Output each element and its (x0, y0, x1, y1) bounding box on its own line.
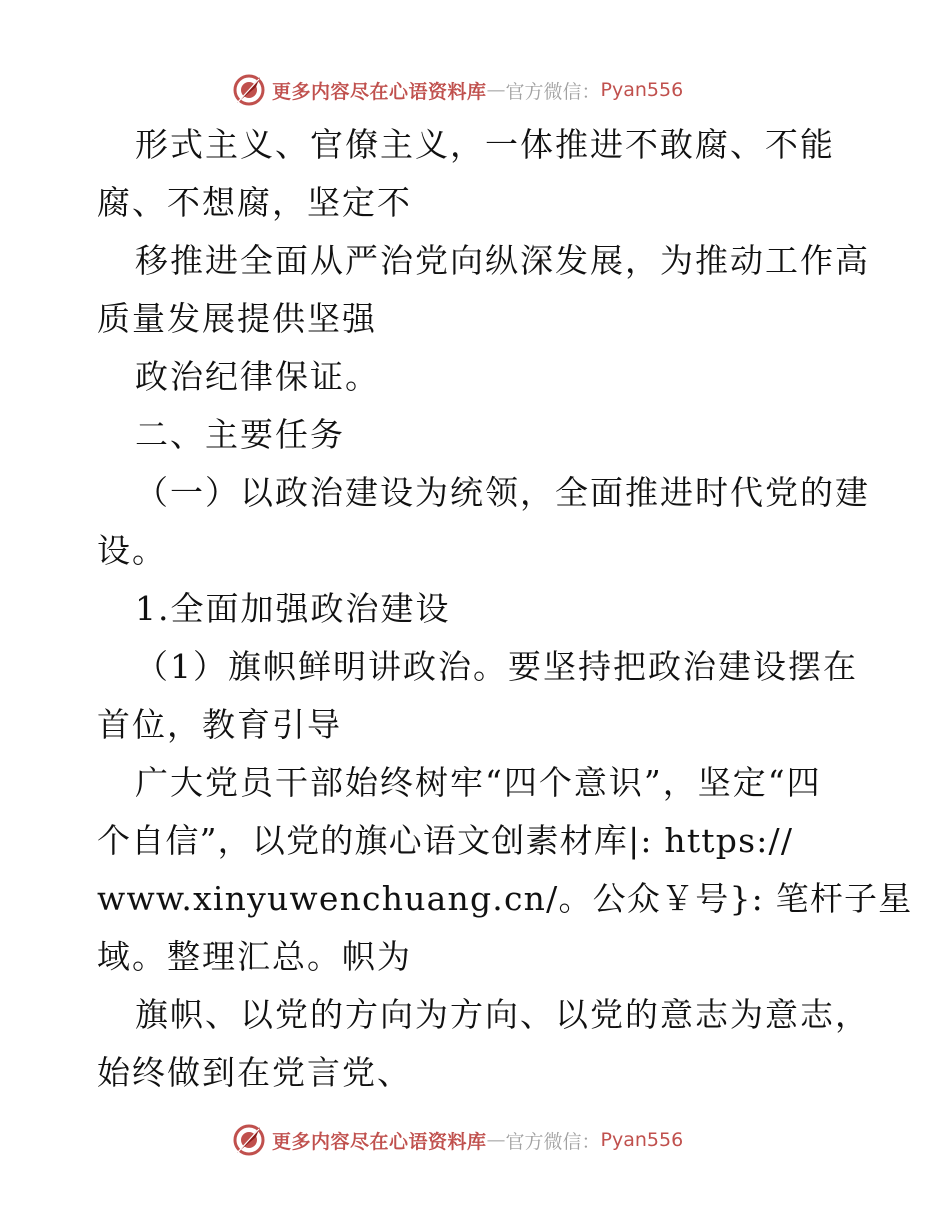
text-line: 形式主义、官僚主义，一体推进不敢腐、不能 (135, 125, 835, 164)
header-watermark (232, 70, 792, 110)
text-line: 始终做到在党言党、 (97, 1053, 412, 1092)
text-line: 广大党员干部始终树牢“四个意识”，坚定“四 (135, 763, 822, 802)
text-line: 首位，教育引导 (97, 705, 342, 744)
text-line: 域。整理汇总。帜为 (97, 937, 412, 976)
footer-watermark (232, 1120, 792, 1160)
text-line: www.xinyuwenchuang.cn/。公众￥号}: 笔杆子星 (97, 879, 913, 918)
text-line: 政治纪律保证。 (135, 357, 380, 396)
document-body (97, 116, 913, 1102)
text-line: 设。 (97, 531, 167, 570)
text-line: 质量发展提供坚强 (97, 299, 377, 338)
watermark-account: Pyan556 (600, 79, 684, 101)
watermark-dash: — (486, 1129, 506, 1151)
quill-seal-icon (232, 73, 266, 107)
watermark-account: Pyan556 (600, 1129, 684, 1151)
watermark-text: 更多内容尽在心语资料库 (272, 1130, 487, 1153)
subsection-heading: （一）以政治建设为统领，全面推进时代党的建 (135, 473, 870, 512)
numbered-heading: 1.全面加强政治建设 (135, 589, 451, 628)
text-line: 腐、不想腐，坚定不 (97, 183, 412, 222)
watermark-label: 官方微信： (505, 80, 601, 103)
watermark-dash: — (486, 79, 506, 101)
text-line: 移推进全面从严治党向纵深发展，为推动工作高 (135, 241, 870, 280)
text-line: （1）旗帜鲜明讲政治。要坚持把政治建设摆在 (135, 647, 858, 686)
text-line: 个自信”，以党的旗心语文创素材库|: https:// (97, 821, 794, 860)
watermark-text: 更多内容尽在心语资料库 (272, 80, 487, 103)
text-line: 旗帜、以党的方向为方向、以党的意志为意志， (135, 995, 870, 1034)
watermark-label: 官方微信： (505, 1130, 601, 1153)
quill-seal-icon (232, 1123, 266, 1157)
section-heading: 二、主要任务 (135, 415, 345, 454)
